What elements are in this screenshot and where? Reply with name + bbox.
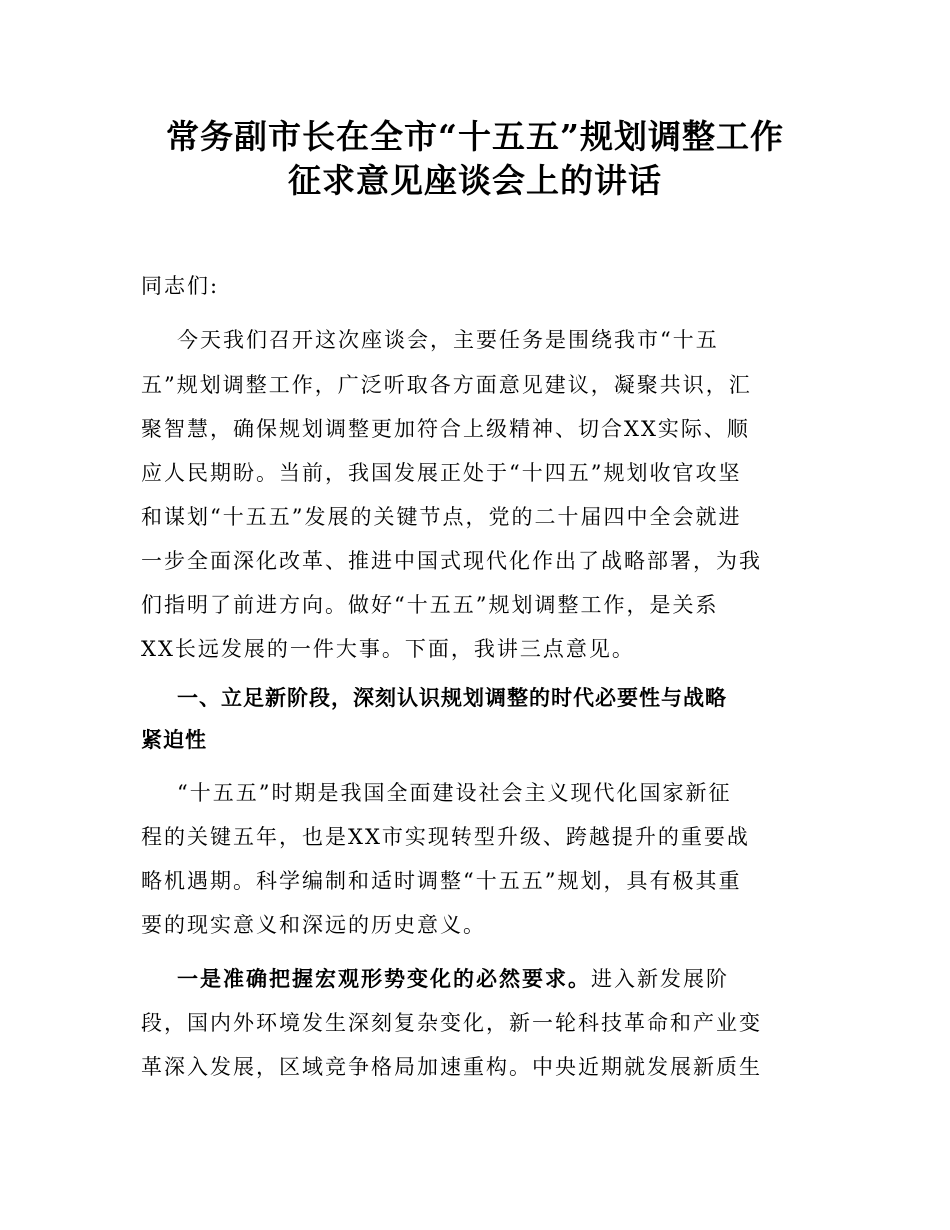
section-1-para-line-4: 要的现实意义和深远的历史意义。 bbox=[141, 913, 486, 937]
intro-line-7: 们指明了前进方向。做好“十五五”规划调整工作，是关系 bbox=[141, 593, 719, 617]
document-title-line-1: 常务副市长在全市“十五五”规划调整工作 bbox=[166, 117, 784, 156]
intro-line-5: 和谋划“十五五”发展的关键节点，党的二十届四中全会就进 bbox=[141, 505, 742, 529]
salutation: 同志们: bbox=[141, 274, 220, 298]
intro-line-3: 聚智慧，确保规划调整更加符合上级精神、切合XX实际、顺 bbox=[141, 417, 750, 441]
section-1-para-line-2: 程的关键五年，也是XX市实现转型升级、跨越提升的重要战 bbox=[141, 825, 750, 849]
point-1-line-1 bbox=[177, 963, 847, 995]
intro-line-1: 今天我们召开这次座谈会，主要任务是围绕我市“十五 bbox=[177, 328, 719, 352]
point-1-line-3: 革深入发展，区域竞争格局加速重构。中央近期就发展新质生 bbox=[141, 1055, 762, 1079]
section-1-para-line-1: “十五五”时期是我国全面建设社会主义现代化国家新征 bbox=[177, 781, 732, 805]
intro-line-2: 五”规划调整工作，广泛听取各方面意见建议，凝聚共识，汇 bbox=[141, 373, 752, 397]
point-1-bold-lead: 一是准确把握宏观形势变化的必然要求。 bbox=[177, 966, 591, 991]
section-1-heading-line-2: 紧迫性 bbox=[141, 728, 207, 752]
section-1-para-line-3: 略机遇期。科学编制和适时调整“十五五”规划，具有极其重 bbox=[141, 869, 742, 893]
point-1-line-2: 段，国内外环境发生深刻复杂变化，新一轮科技革命和产业变 bbox=[141, 1011, 762, 1035]
document-title-line-2: 征求意见座谈会上的讲话 bbox=[288, 161, 662, 200]
intro-line-6: 一步全面深化改革、推进中国式现代化作出了战略部署，为我 bbox=[141, 549, 762, 573]
point-1-line-1-rest: 进入新发展阶 bbox=[591, 967, 729, 991]
intro-line-8: XX长远发展的一件大事。下面，我讲三点意见。 bbox=[141, 637, 635, 661]
section-1-heading-line-1: 一、立足新阶段，深刻认识规划调整的时代必要性与战略 bbox=[177, 686, 727, 710]
intro-line-4: 应人民期盼。当前，我国发展正处于“十四五”规划收官攻坚 bbox=[141, 461, 742, 485]
